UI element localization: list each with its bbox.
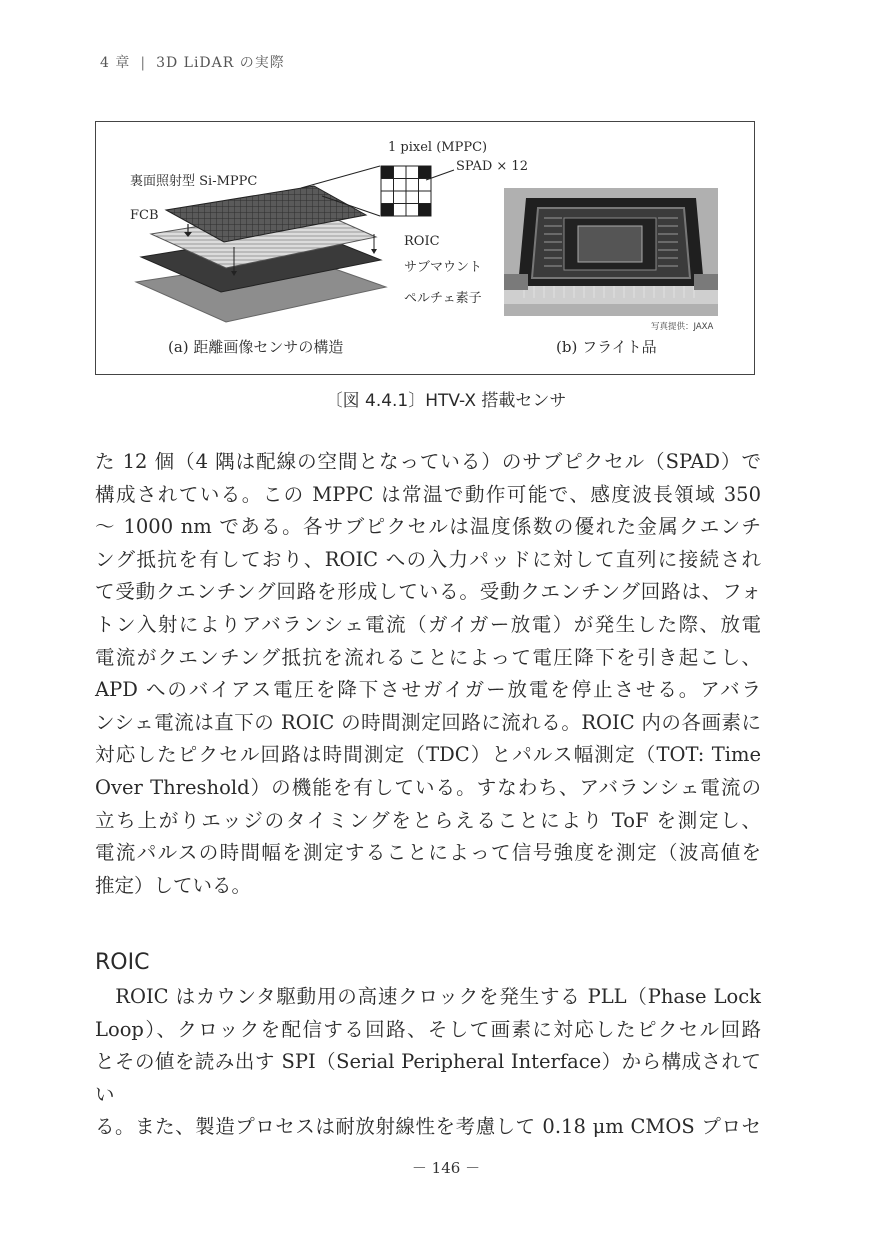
chapter-title: 3D LiDAR の実際 <box>156 55 285 71</box>
figure-caption: 〔図 4.4.1〕HTV-X 搭載センサ <box>325 391 567 411</box>
peltier-label: ペルチェ素子 <box>404 291 482 306</box>
body-line: 構成されている。この MPPC は常温で動作可能で、感度波長領域 350 <box>95 482 761 506</box>
section-heading: ROIC <box>95 950 150 975</box>
section-line: ROIC はカウンタ駆動用の高速クロックを発生する PLL（Phase Lock <box>95 985 761 1008</box>
section-paragraph <box>95 981 761 1144</box>
body-paragraph <box>95 446 761 902</box>
section-line: る。また、製造プロセスは耐放射線性を考慮して 0.18 μm CMOS プロセ <box>95 1115 761 1139</box>
section-line: とその値を読み出す SPI（Serial Peripheral Interface）から構成されてい <box>95 1050 761 1106</box>
roic-label: ROIC <box>404 234 440 249</box>
body-line: 対応したピクセル回路は時間測定（TDC）とパルス幅測定（TOT: Time <box>95 743 761 767</box>
section-line: Loop）、クロックを配信する回路、そして画素に対応したピクセル回路 <box>95 1017 761 1041</box>
pixel-mppc-grid <box>381 166 431 216</box>
page-number: － 146 － <box>411 1159 481 1177</box>
body-line: 電流がクエンチング抵抗を流れることによって電圧降下を引き起こし、 <box>95 645 761 669</box>
body-line: APD へのバイアス電圧を降下させガイガー放電を停止させる。アバラ <box>95 678 761 702</box>
si-mppc-label: 裏面照射型 Si-MPPC <box>130 174 258 189</box>
pixel-label: 1 pixel (MPPC) <box>388 140 488 155</box>
body-line: 立ち上がりエッジのタイミングをとらえることにより ToF を測定し、 <box>95 808 761 832</box>
body-line: 電流パルスの時間幅を測定することによって信号強度を測定（波高値を <box>95 841 761 865</box>
running-head <box>100 52 285 72</box>
body-line: トン入射によりアバランシェ電流（ガイガー放電）が発生した際、放電 <box>95 612 761 636</box>
sublabel-b: (b) フライト品 <box>556 338 657 356</box>
spad-label: SPAD × 12 <box>456 159 528 174</box>
body-line: 推定）している。 <box>95 873 252 897</box>
submount-label: サブマウント <box>404 260 483 275</box>
body-line: た 12 個（4 隅は配線の空間となっている）のサブピクセル（SPAD）で <box>95 450 761 473</box>
figure-4-4-1 <box>95 121 755 375</box>
body-line: Over Threshold）の機能を有している。すなわち、アバランシェ電流の <box>95 775 761 799</box>
flight-unit-photo <box>504 188 718 316</box>
fcb-label: FCB <box>130 208 159 223</box>
flight-unit-image <box>504 188 718 316</box>
body-line: て受動クエンチング回路を形成している。受動クエンチング回路は、フォ <box>95 580 761 604</box>
body-line: ング抵抗を有しており、ROIC への入力パッドに対して直列に接続され <box>95 547 761 571</box>
photo-credit: 写真提供：JAXA <box>651 322 714 332</box>
running-head-separator: | <box>140 55 147 71</box>
chapter-number: 4 章 <box>100 55 131 71</box>
body-line: ンシェ電流は直下の ROIC の時間測定回路に流れる。ROIC 内の各画素に <box>95 710 761 734</box>
body-line: ～ 1000 nm である。各サブピクセルは温度係数の優れた金属クエンチ <box>95 515 761 539</box>
sublabel-a: (a) 距離画像センサの構造 <box>168 338 344 356</box>
